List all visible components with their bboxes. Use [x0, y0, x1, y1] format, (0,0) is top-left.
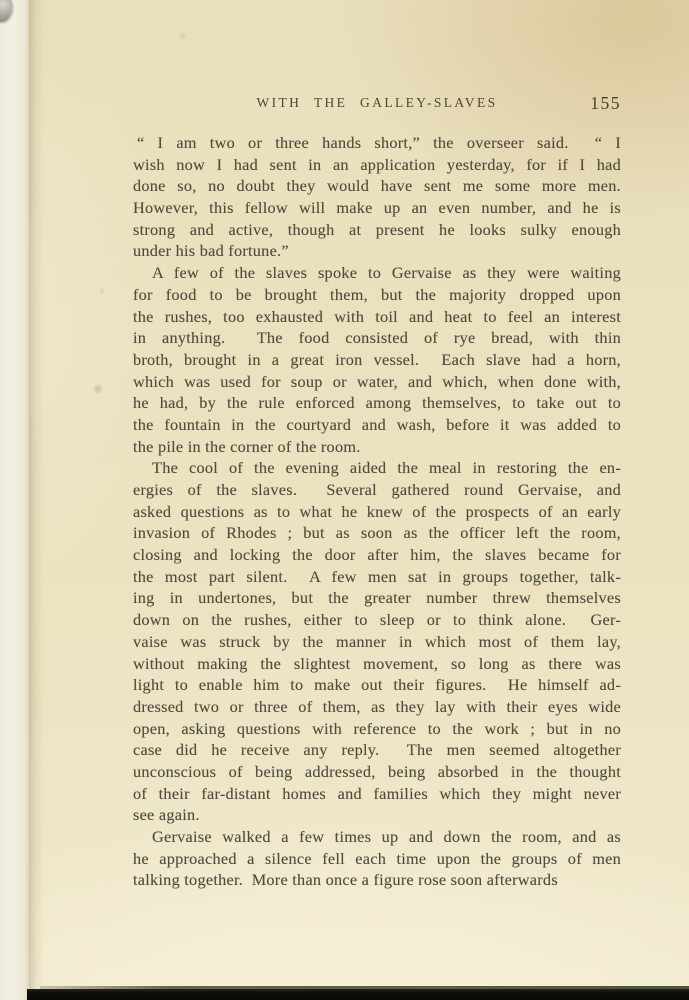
- paragraph: [133, 132, 621, 262]
- text-line: A few of the slaves spoke to Gervaise as they were waiting: [152, 263, 621, 283]
- paper-smudge: [92, 384, 104, 394]
- text-line: down on the rushes, either to sleep or to think alone. Ger-: [133, 610, 621, 630]
- paper-smudge: [98, 288, 106, 295]
- page-number: 155: [590, 93, 621, 113]
- text-line: wish now I had sent in an application yesterday, for if I had: [133, 154, 621, 174]
- text-line: vaise was struck by the manner in which most of them lay,: [133, 631, 621, 651]
- text-line: asked questions as to what he knew of the prospects of an early: [133, 501, 621, 521]
- text-line: strong and active, though at present he looks sulky enough: [133, 219, 621, 239]
- body-text: [133, 132, 621, 891]
- page-edge-shadow: [29, 0, 45, 1000]
- text-line: for food to be brought them, but the majority dropped upon: [133, 284, 621, 304]
- text-line: light to enable him to make out their figures. He himself ad-: [133, 675, 621, 695]
- text-line: without making the slightest movement, so long as there was: [133, 653, 621, 673]
- text-line: talking together. More than once a figure rose soon afterwards: [133, 870, 558, 890]
- text-line: see again.: [133, 805, 200, 825]
- scan-bottom-strip: [27, 989, 689, 1000]
- running-title: WITH THE GALLEY-SLAVES: [256, 95, 498, 110]
- text-line: ing in undertones, but the greater number threw themselves: [133, 588, 621, 608]
- text-line: invasion of Rhodes ; but as soon as the officer left the room,: [133, 523, 621, 543]
- text-line: done so, no doubt they would have sent me some more men.: [133, 176, 621, 196]
- text-line: unconscious of being addressed, being absorbed in the thought: [133, 761, 621, 781]
- paragraph: [133, 457, 621, 826]
- text-line: in anything. The food consisted of rye bread, with thin: [133, 328, 621, 348]
- text-line: open, asking questions with reference to the work ; but in no: [133, 718, 621, 738]
- text-line: broth, brought in a great iron vessel. Each slave had a horn,: [133, 349, 621, 369]
- text-line: dressed two or three of them, as they lay with their eyes wide: [133, 696, 621, 716]
- text-line: case did he receive any reply. The men seemed altogether: [133, 740, 621, 760]
- text-line: closing and locking the door after him, the slaves became for: [133, 545, 621, 565]
- text-line: ergies of the slaves. Several gathered round Gervaise, and: [133, 480, 621, 499]
- text-line: under his bad fortune.”: [133, 241, 289, 261]
- page-edge-strip: [0, 0, 29, 1000]
- text-line: he had, by the rule enforced among themselves, to take out to: [133, 393, 621, 413]
- paragraph: [133, 826, 621, 891]
- text-line: the pile in the corner of the room.: [133, 436, 361, 456]
- page-header: [133, 93, 621, 114]
- text-line: the rushes, too exhausted with toil and heat to feel an interest: [133, 306, 621, 326]
- text-line: “ I am two or three hands short,” the overseer said. “ I: [137, 133, 621, 152]
- text-line: The cool of the evening aided the meal in restoring the en-: [152, 458, 621, 478]
- text-line: which was used for soup or water, and which, when done with,: [133, 371, 621, 391]
- paragraph: [133, 262, 621, 457]
- text-line: Gervaise walked a few times up and down the room, and as: [152, 827, 621, 846]
- text-line: of their far-distant homes and families which they might never: [133, 783, 621, 803]
- text-line: However, this fellow will make up an even number, and he is: [133, 198, 621, 218]
- text-line: the most part silent. A few men sat in groups together, talk-: [133, 566, 621, 586]
- text-line: the fountain in the courtyard and wash, before it was added to: [133, 414, 621, 434]
- page-content: [133, 0, 621, 891]
- text-line: he approached a silence fell each time upon the groups of men: [133, 848, 621, 868]
